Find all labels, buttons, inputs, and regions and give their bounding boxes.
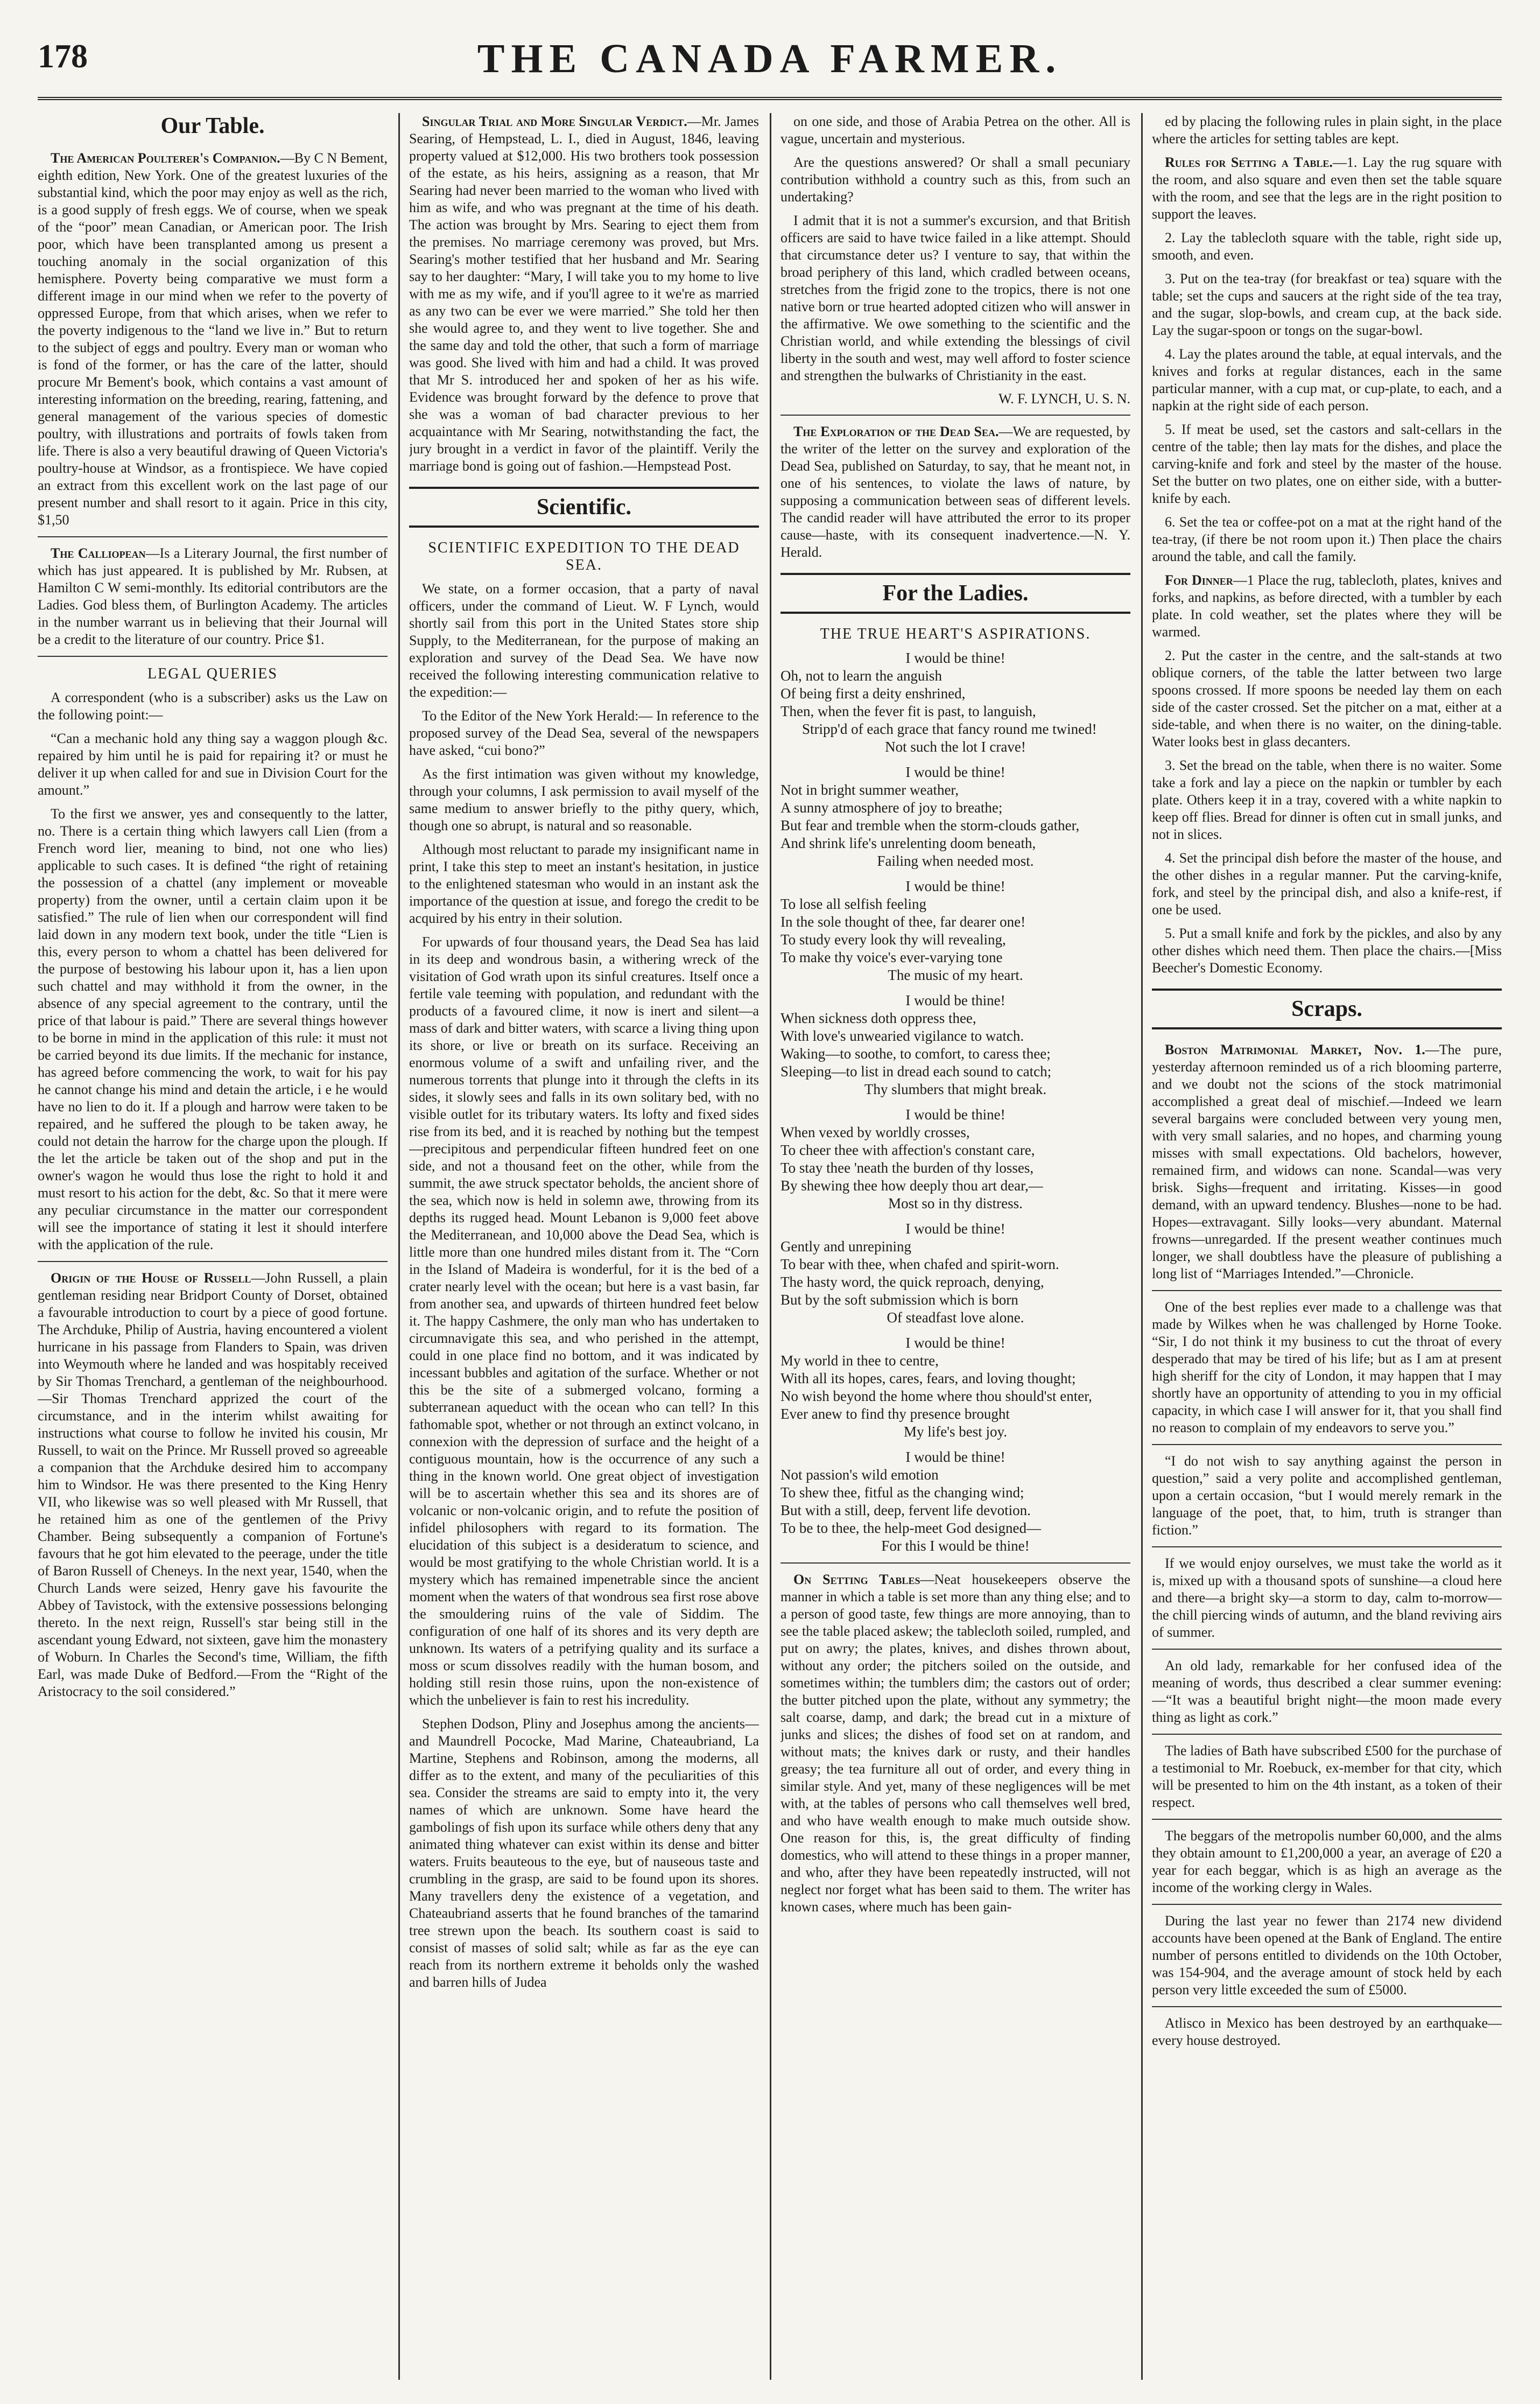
subheading-dead-sea-expedition: SCIENTIFIC EXPEDITION TO THE DEAD SEA. <box>428 539 740 573</box>
poem-line: Not in bright summer weather, <box>780 782 959 798</box>
newspaper-page <box>38 32 1502 2380</box>
article-singular-trial <box>409 113 759 475</box>
scrap: One of the best replies ever made to a challenge was that made by Wilkes when he was challenged by Horne Tooke. “Sir, I do not think it my business to cut the throat of every desperado that may be tired of his life; but as I am at present high sheriff for the city of London, it may happen that I may shortly have an opportunity of attending to you in my official capacity, in which case I will answer for it, that you shall find no reason to complain of my endeavors to serve you.” <box>1152 1299 1502 1435</box>
divider <box>38 536 388 537</box>
paragraph: on one side, and those of Arabia Petrea on the other. All is vague, uncertain and mysterious. <box>780 114 1130 146</box>
poem-line: By shewing thee how deeply thou art dear,— <box>780 1178 1043 1194</box>
poem-line: I would be thine! <box>905 1221 1005 1237</box>
scrap: During the last year no fewer than 2174 new dividend accounts have been opened at the Bank of England. The entire number of persons entitled to dividends on the 10th October, was 154-904, and the average amount of stock held by each person very little exceeded the sum of £5000. <box>1152 1913 1502 1998</box>
poem-line: When vexed by worldly crosses, <box>780 1124 970 1140</box>
column-rule <box>398 113 400 2380</box>
article-body: —1. Lay the rug square with the room, and also square and even then set the table square with the room, and see that the legs are in the right position to support the leaves. <box>1152 155 1502 222</box>
poem-line: I would be thine! <box>905 1335 1005 1351</box>
poem-line: When sickness doth oppress thee, <box>780 1010 976 1026</box>
poem-line: Not passion's wild emotion <box>780 1467 939 1483</box>
poem <box>780 1106 1130 1212</box>
poem-line: Waking—to soothe, to comfort, to caress thee; <box>780 1046 1051 1062</box>
poem-line: To make thy voice's ever-varying tone <box>780 949 1003 965</box>
scrap: If we would enjoy ourselves, we must take the world as it is, mixed up with a thousand spots of sunshine—a cloud here and there—a bright sky—a storm to day, calm to-morrow—the chill piercing winds of autumn, and the bland reviving airs of summer. <box>1152 1555 1502 1640</box>
poem-line: Thy slumbers that might break. <box>864 1081 1047 1097</box>
poem-line: Of steadfast love alone. <box>887 1309 1024 1326</box>
article-heading: Origin of the House of Russell <box>51 1270 251 1286</box>
poem <box>780 878 1130 984</box>
divider <box>38 1261 388 1262</box>
poem-line: I would be thine! <box>905 878 1005 894</box>
poem <box>780 1220 1130 1327</box>
scrap: The beggars of the metropolis number 60,000, and the alms they obtain amount to £1,200,000 a year, an average of £20 a year for each beggar, which is as high an average as the income of the working clergy in Wales. <box>1152 1828 1502 1895</box>
poem-line: The music of my heart. <box>888 967 1023 983</box>
article-exploration <box>780 423 1130 561</box>
paragraph: “Can a mechanic hold any thing say a waggon plough &c. repaired by him until he is paid for repairing it? or must he deliver it up when called for and sue in Division Court for the amount.” <box>38 731 388 798</box>
poem-line: My life's best joy. <box>903 1424 1008 1440</box>
poem-line: Of being first a deity enshrined, <box>780 685 966 702</box>
poem-line: To stay thee 'neath the burden of thy losses, <box>780 1160 1034 1176</box>
article-body: —John Russell, a plain gentleman residing near Bridport County of Dorset, obtained a favourable introduction to court by a piece of good fortune. The Archduke, Philip of Austria, having encountered a violent hurricane in his passage from Flanders to Spain, was driven into Weymouth where he landed and was hospitably received by Sir Thomas Trenchard, a gentleman of the neighbourhood.—Sir Thomas Trenchard apprized the court of the circumstance, and in the interim whilst awaiting for instructions what course to follow he invited his cousin, Mr Russell, to wait on the Prince. Mr Russell proved so agreeable a companion that the Archduke desired him to accompany him to Windsor. He was there presented to the King Henry VII, who likewise was so well pleased with Mr Russell, that he retained him as one of the gentlemen of the Privy Chamber. Being subsequently a companion of Fortune's favours that he got him elevated to the peerage, under the title of Baron Russell of Cheneys. In the next year, 1540, when the Church Lands were seized, Henry gave his favourite the Abbey of Tavistock, with the extensive possessions belonging thereto. In the next reign, Russell's star being still in the ascendant young Edward, not sixteen, gave him the monastery of Woburn. In Charles the Second's time, William, the fifth Earl, was made Duke of Bedford.—From the “Right of the Aristocracy to the soil considered.” <box>38 1270 388 1699</box>
poem-line: To lose all selfish feeling <box>780 896 927 912</box>
divider <box>1152 2006 1502 2007</box>
poem-line: Failing when needed most. <box>877 853 1034 869</box>
section-heading-scraps: Scraps. <box>1152 989 1502 1029</box>
poem-line: Oh, not to learn the anguish <box>780 668 942 684</box>
column-1 <box>38 113 388 2380</box>
poem-line: I would be thine! <box>905 1106 1005 1123</box>
article-body: —Is a Literary Journal, the first number of which has just appeared. It is published by Mr. Rubsen, at Hamilton C W semi-monthly. Its editorial contributors are the Ladies. God bless them, of Burlington Academy. The articles in the number warrant us in believing that their Journal will be a credit to the literature of our country. Price $1. <box>38 545 388 647</box>
newspaper-title: THE CANADA FARMER. <box>477 36 1063 81</box>
scrap: The ladies of Bath have subscribed £500 for the purchase of a testimonial to Mr. Roebuck, ex-member for that city, which will be presented to him on the 4th instant, as a token of their respect. <box>1152 1743 1502 1810</box>
poem-line: Stripp'd of each grace that fancy round me twined! <box>802 721 1097 737</box>
poem-line: With all its hopes, cares, fears, and loving thought; <box>780 1370 1076 1386</box>
poem-line: I would be thine! <box>905 764 1005 780</box>
poem-line: Then, when the fever fit is past, to languish, <box>780 703 1036 719</box>
column-rule <box>1141 113 1143 2380</box>
poem-line: In the sole thought of thee, far dearer one! <box>780 914 1026 930</box>
divider <box>1152 1546 1502 1547</box>
article-body: —We are requested, by the writer of the letter on the survey and exploration of the Dead Sea, published on Saturday, to say, that he meant not, in one of his sentences, to violate the laws of nature, by supposing a communication between seas of different levels. The candid reader will have attributed the error to its proper cause—haste, with its consequent inadvertence.—N. Y. Herald. <box>780 424 1130 560</box>
poem-line: For this I would be thine! <box>881 1538 1030 1554</box>
poem <box>780 1334 1130 1441</box>
divider <box>1152 1649 1502 1650</box>
section-heading-scientific: Scientific. <box>409 487 759 528</box>
paragraph: 6. Set the tea or coffee-pot on a mat at the right hand of the tea-tray, (if there be not room upon it.) Then place the chairs around the table, and call the family. <box>1152 514 1502 564</box>
article-heading: Singular Trial and More Singular Verdict. <box>422 114 687 129</box>
paragraph: 5. Put a small knife and fork by the pickles, and also by any other dishes which need them. Then place the chairs.—[Miss Beecher's Domestic Economy. <box>1152 926 1502 976</box>
poem-line: Sleeping—to list in dread each sound to catch; <box>780 1063 1052 1080</box>
poem <box>780 992 1130 1098</box>
paragraph: Are the questions answered? Or shall a small pecuniary contribution withhold a country such as this, from such an undertaking? <box>780 155 1130 205</box>
poem-line: The hasty word, the quick reproach, denying, <box>780 1274 1044 1290</box>
divider <box>780 1562 1130 1564</box>
article-body: —By C N Bement, eighth edition, New York. One of the greatest luxuries of the substantial kind, which the poor may enjoy as well as the rich, is a good supply of fresh eggs. We of course, when we speak of the “poor” mean Canadian, or American poor. The Irish poor, which have been transplanted among us present a touching anomaly in the social organization of this hemisphere. Poverty being comparative we must form a different image in our mind when we refer to the poverty of oppressed Europe, from that which arises, when we refer to the poverty indigenous to the “land we live in.” But to return to the subject of eggs and poultry. Every man or woman who is fond of the former, or has the care of the latter, should procure Mr Bement's book, which contains a vast amount of interesting information on the breeding, rearing, fattening, and general management of the various species of domestic poultry, with illustrations and portraits of fowls taken from life. There is also a very beautiful drawing of Queen Victoria's poultry-house at Windsor, as a frontispiece. We have copied an extract from this excellent work on the last page of our present number and shall resort to it again. Price in this city, $1,50 <box>38 150 388 528</box>
poem-line: To study every look thy will revealing, <box>780 931 1006 948</box>
dinner-paragraph <box>1152 572 1502 641</box>
poem-line: Not such the lot I crave! <box>885 739 1026 755</box>
paragraph: Although most reluctant to parade my insignificant name in print, I take this step to meet an instant's hesitation, in justice to the enlightened statesman who would in an instant ask the importance of the question at issue, and forego the credit to be acquired by his entry in their solution. <box>409 842 759 926</box>
paragraph: 4. Lay the plates around the table, at equal intervals, and the knives and forks at regular distances, each in the same particular manner, with a cup mat, or cup-plate, to each, and a napkin at the right side of each person. <box>1152 346 1502 413</box>
paragraph: To the first we answer, yes and consequently to the latter, no. There is a certain thing which lawyers call Lien (from a French word lier, meaning to bind, not one who lies) applicable to such cases. It is defined “the right of retaining the possession of a chattel (any implement or moveable property) from the owner, until a certain claim upon it be satisfied.” The rule of lien when our correspondent will find laid down in any modern text book, under the title “Lien is this, every person to whom a chattel has been delivered for the purpose of bestowing his labour upon it, has a lien upon such chattel and may withhold it from the owner, in the absence of any special agreement to the contrary, until the price of that labour is paid.” There are several things however to be borne in mind in the application of this rule: it must not be carried beyond its due limits. If the mechanic for instance, has agreed before commencing the work, to wait for his pay he cannot change his mind and detain the article, i e he would have no lien to do it. If a plough and harrow were taken to be repaired, and he suffered the plough to be taken away, he could not detain the harrow for the charge upon the plough. If the let the article be taken out of the shop and put in the owner's wagon he would thus lose the right to hold it and must resort to his action for the debt, &c. So that it mere were any peculiar circumstance in the matter our correspondent will see the importance of stating it lest it should interfere with the application of the rule. <box>38 806 388 1252</box>
column-4 <box>1152 113 1502 2380</box>
paragraph: A correspondent (who is a subscriber) asks us the Law on the following point:— <box>38 690 388 723</box>
poem-line: Ever anew to find thy presence brought <box>780 1406 1010 1422</box>
poem-line: To bear with thee, when chafed and spirit-worn. <box>780 1256 1059 1272</box>
poem-line: To shew thee, fitful as the changing wind; <box>780 1484 1024 1501</box>
divider <box>1152 1819 1502 1820</box>
paragraph: Stephen Dodson, Pliny and Josephus among the ancients—and Maundrell Pococke, Mad Marine, Chateaubriand, La Martine, Stephens and Robinson, among the moderns, all differ as to the extent, and many of the peculiarities of this sea. Consider the streams are said to empty into it, the very names of which are unknown. Some have heard the gambolings of fish upon its surface while others deny that any animated thing whatever can exist within its dense and bitter waters. Fruits beauteous to the eye, but of nauseous taste and crumbling in the grasp, are said to be found upon its shores. Many travellers deny the existence of a vegetation, and Chateaubriand asserts that he found branches of the tamarind tree strewn upon the beach. Its southern coast is said to consist of masses of solid salt; while as far as the eye can reach from its northern extreme it beholds only the washed and barren hills of Judea <box>409 1716 759 1990</box>
poem-line: With love's unwearied vigilance to watch. <box>780 1028 1024 1044</box>
article-heading: For Dinner <box>1165 572 1233 588</box>
divider <box>38 656 388 657</box>
poem <box>780 649 1130 756</box>
paragraph: For upwards of four thousand years, the Dead Sea has laid in its deep and wondrous basin, a withering wreck of the visitation of God wrath upon its sinful creatures. Itself once a fertile vale teeming with population, and redundant with the products of a favoured clime, it now is inert and silent—a mass of dark and bitter waters, with scarce a living thing upon its shore, or live or breath on its surface. Receiving an enormous volume of a swift and unfailing river, and the numerous torrents that plunge into it through the clefts in its sides, it slowly sees and falls in its own solitary bed, with no visible outlet for its tributary waters. Its lofty and fixed sides rise from its bed, and it is reached by nothing but the tempest—precipitous and perpendicular fifteen hundred feet on one side, and not a thousand feet on the other, while from the summit, the awe struck spectator beholds, the ancient shore of the sea, which now is held in solemn awe, throwing from its depths its rugged head. Mount Lebanon is 9,000 feet above the Mediterranean, and 10,000 above the Dead Sea, which is little more than one hundred miles distant from it. The “Corn in the Island of Madeira is wonderful, for it is the bed of a crater nearly level with the ocean; but here is a vast basin, far from another sea, and upwards of thirteen hundred feet below it. The happy Cashmere, the only man who has undertaken to circumnavigate this sea, and who perished in the attempt, could in one place find no bottom, and it was indicated by incessant bubbles and agitation of the surface. Whether or not this be the site of a submerged volcano, forming a subterranean aqueduct with the ocean who can tell? In this fathomable spot, whether or not through an extinct volcano, in connexion with the depression of surface and the height of a contiguous mountain, how is the occurrence of any such a thing in the known world. One great object of investigation will be to ascertain whether this sea and its shores are of volcanic or non-volcanic origin, and to refute the position of infidel philosophers with regard to its formation. The elucidation of this subject is a desideratum to science, and would be most gratifying to the whole Christian world. It is a mystery which has remained impenetrable since the ancient moment when the waters of that wondrous sea first rose above the smouldering ruins of the vale of Siddim. The configuration of one half of its shores and its very depth are unknown. Its waters of a petrifying quality and its surface a moss or scum dissolves readily with the human bosom, and holding still resin those ruins, upon the non-existence of which the unbeliever is fain to rest his incredulity. <box>409 934 759 1708</box>
poem-line: Most so in thy distress. <box>888 1195 1023 1211</box>
article-poulterer <box>38 150 388 529</box>
paragraph: 2. Put the caster in the centre, and the salt-stands at two oblique corners, of the table the latter between two large spoons crossed. If more spoons be needed lay them on each side of the caster crossed. Set the pitcher on a mat, either at a side-table, and when there is no waiter, on the dining-table. Water looks best in glass decanters. <box>1152 648 1502 749</box>
divider <box>1152 1444 1502 1445</box>
poem-line: I would be thine! <box>905 650 1005 666</box>
column-2 <box>409 113 759 2380</box>
masthead <box>38 32 1502 100</box>
signature: W. F. LYNCH, U. S. N. <box>998 391 1130 406</box>
article-body: —Neat housekeepers observe the manner in which a table is set more than any thing else; and to a person of good taste, few things are more annoying, than to see the table placed askew; the tablecloth soiled, rumpled, and put on awry; the plates, knives, and dishes thrown about, without any order; the pitchers soiled on the outside, and sometimes within; the tumblers dim; the castors out of order; the butter pitched upon the plate, without any symmetry; the salt coarse, damp, and dark; the bread cut in a mixture of junks and slices; the dishes of food set on at random, and without mats; the knives dark or rusty, and their handles greasy; the tea furniture all out of order, and every thing in similar style. And yet, many of these negligences will be met with, at the tables of persons who call themselves well bred, and who have wealth enough to make much outside show. One reason for this, is, the great difficulty of finding domestics, who will attend to these things in a proper manner, and who, after they have been repeatedly instructed, will not neglect nor forget what has been said to them. The writer has known cases, where much has been gain- <box>780 1572 1130 1915</box>
page-number: 178 <box>38 38 88 75</box>
poem-line: Gently and unrepining <box>780 1238 911 1254</box>
poem <box>780 1448 1130 1555</box>
poem-line: But with a still, deep, fervent life devotion. <box>780 1502 1031 1518</box>
divider <box>780 415 1130 416</box>
poem-line: To cheer thee with affection's constant care, <box>780 1142 1035 1158</box>
article-body: —The pure, yesterday afternoon reminded us of a rich blooming parterre, and we doubt not the scions of the stock matrimonial accomplished a great deal of mischief.—Indeed we learn several bargains were concluded between very young men, with very small salaries, and no hopes, and charming young misses with small expectations. Old bachelors, however, remained firm, and widows can none. Scandal—was very brisk. Sighs—frequent and irritating. Kisses—in good demand, with an upward tendency. Blushes—none to be had. Hopes—extravagant. Silly looks—very abundant. Maternal frowns—unregarded. If the present weather continues much longer, we shall doubtless have the pleasure of publishing a long list of “Marriages Intended.”—Chronicle. <box>1152 1042 1502 1281</box>
poem-line: No wish beyond the home where thou should'st enter, <box>780 1388 1092 1404</box>
article-heading: The American Poulterer's Companion. <box>51 150 280 166</box>
article-heading: Boston Matrimonial Market, Nov. 1. <box>1165 1042 1425 1057</box>
column-rule <box>770 113 771 2380</box>
paragraph: ed by placing the following rules in plain sight, in the place where the articles for setting tables are kept. <box>1152 114 1502 146</box>
poem-line: And shrink life's unrelenting doom beneath, <box>780 835 1036 851</box>
article-russell <box>38 1270 388 1700</box>
section-heading-our-table: Our Table. <box>160 114 265 138</box>
poem-line: To be to thee, the help-meet God designed— <box>780 1520 1041 1536</box>
poem-line: I would be thine! <box>905 992 1005 1008</box>
paragraph: 5. If meat be used, set the castors and salt-cellars in the centre of the table; then lay mats for the dishes, and place the carving-knife and fork and steel by the master of the house. Set the butter on two plates, one on either side, with a butter-knife by each. <box>1152 422 1502 506</box>
divider <box>1152 1734 1502 1735</box>
article-body: —1 Place the rug, tablecloth, plates, knives and forks, and napkins, as before directed, with a tumbler by each plate. In cold weather, set the plates where they will be warmed. <box>1152 572 1502 640</box>
paragraph: 3. Set the bread on the table, when there is no waiter. Some take a fork and lay a piece on the napkin or tumbler by each plate. Others keep it in a tray, covered with a white napkin to keep off flies. Bread for dinner is often cut in small junks, and not in slices. <box>1152 758 1502 842</box>
column-3 <box>780 113 1130 2380</box>
article-body: —Mr. James Searing, of Hempstead, L. I., died in August, 1846, leaving property valued at $12,000. His two brothers took possession of the estate, as his heirs, assigning as a reason, that Mr Searing had never been married to the woman who lived with him as wife, and who was pregnant at the time of his death. The action was brought by Mrs. Searing to eject them from the premises. No marriage ceremony was proved, but Mrs. Searing's mother testified that her husband and Mr. Searing say to her daughter: “Mary, I will take you to my home to live with me as my wife, and if you'll agree to it we're as married as any two can be ever we were married.” She told her then she would agree to, and they went to live together. She and the same day and told the other, that such a form of marriage was good. She lived with him and had a child. It was proved that Mr S. introduced her and spoken of her as his wife. Evidence was brought forward by the defence to prove that she was a woman of bad character previous to her acquaintance with Mr Searing, notwithstanding the fact, the jury brought in a verdict in favor of the plaintiff. Verily the marriage bond is going out of fashion.—Hempstead Post. <box>409 114 759 474</box>
scrap: Atlisco in Mexico has been destroyed by an earthquake—every house destroyed. <box>1152 2015 1502 2048</box>
paragraph: 2. Lay the tablecloth square with the table, right side up, smooth, and even. <box>1152 230 1502 263</box>
rules-paragraph <box>1152 154 1502 223</box>
paragraph: 4. Set the principal dish before the master of the house, and the other dishes in a regular manner. Put the carving-knife, fork, and steel by the principal dish, and also a knife-rest, if one be used. <box>1152 850 1502 917</box>
columns <box>38 113 1502 2380</box>
subheading-legal-queries: LEGAL QUERIES <box>147 665 278 682</box>
paragraph: I admit that it is not a summer's excursion, and that British officers are said to have twice failed in a like attempt. Should that circumstance deter us? I venture to say, that within the broad periphery of this land, which cradled between oceans, stretches from the frigid zone to the tropics, there is not one native born or true hearted adopted citizen who will answer in the affirmative. We owe something to the scientific and the Christian world, and while extending the blessings of civil liberty in the south and west, may well afford to foster science and strengthen the bulwarks of Christianity in the east. <box>780 213 1130 383</box>
article-boston-market <box>1152 1041 1502 1282</box>
paragraph: To the Editor of the New York Herald:— In reference to the proposed survey of the Dead Sea, several of the newspapers have asked, “cui bono?” <box>409 708 759 758</box>
scrap: “I do not wish to say anything against the person in question,” said a very polite and accomplished gentleman, upon a certain occasion, “but I would merely remark in the language of the poet, that, to him, truth is stranger than fiction.” <box>1152 1453 1502 1538</box>
poem-line: But by the soft submission which is born <box>780 1292 1018 1308</box>
poem-line: But fear and tremble when the storm-clouds gather, <box>780 817 1080 833</box>
paragraph: As the first intimation was given without my knowledge, through your columns, I ask permission to avail myself of the same medium to answer briefly to the pithy query, which, though one so abrupt, is natural and so reasonable. <box>409 766 759 833</box>
divider <box>1152 1904 1502 1905</box>
paragraph: We state, on a former occasion, that a party of naval officers, under the command of Lieut. W. F Lynch, would shortly sail from this port in the United States store ship Supply, to the Mediterranean, for the purpose of making an exploration and survey of the Dead Sea. We have now received the following interesting communication relative to the expedition:— <box>409 581 759 700</box>
poem <box>780 763 1130 870</box>
article-heading: The Exploration of the Dead Sea. <box>793 424 999 439</box>
divider <box>1152 1290 1502 1291</box>
poem-line: My world in thee to centre, <box>780 1352 939 1369</box>
section-heading-for-the-ladies: For the Ladies. <box>780 573 1130 614</box>
poem-title: THE TRUE HEART'S ASPIRATIONS. <box>820 626 1091 642</box>
article-heading: On Setting Tables <box>793 1572 920 1587</box>
article-setting-tables <box>780 1571 1130 1916</box>
article-heading: Rules for Setting a Table. <box>1165 155 1333 170</box>
article-calliopean <box>38 545 388 648</box>
poem-line: A sunny atmosphere of joy to breathe; <box>780 800 1003 816</box>
paragraph: 3. Put on the tea-tray (for breakfast or tea) square with the table; set the cups and saucers at the right side of the tea tray, and the sugar, slop-bowls, and cream cup, at the back side. Lay the sugar-spoon or tongs on the sugar-bowl. <box>1152 271 1502 338</box>
article-heading: The Calliopean <box>51 545 146 561</box>
scrap: An old lady, remarkable for her confused idea of the meaning of words, thus described a clear summer evening:—“It was a beautiful bright night—the moon made every thing as light as cork.” <box>1152 1658 1502 1725</box>
poem-line: I would be thine! <box>905 1449 1005 1465</box>
